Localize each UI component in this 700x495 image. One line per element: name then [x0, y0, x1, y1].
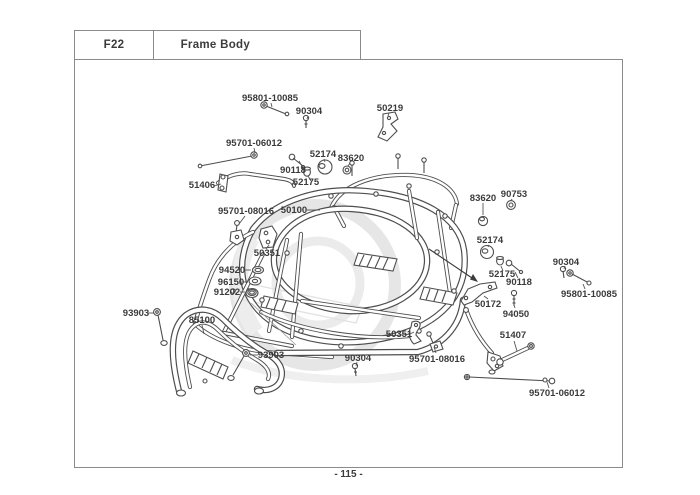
page-title: Frame Body: [180, 39, 251, 51]
part-label-90118-right: 90118: [506, 277, 532, 288]
part-label-95801-10085-right: 95801-10085: [561, 289, 617, 300]
part-rod-95701-06012-bottom: [464, 374, 554, 383]
part-label-50219: 50219: [376, 103, 404, 114]
part-label-90753: 90753: [500, 189, 528, 200]
part-label-95801-10085-top: 95801-10085: [242, 93, 298, 104]
part-label-90304-right: 90304: [552, 257, 580, 268]
part-oring-94520: [253, 267, 264, 274]
part-label-52174-right: 52174: [476, 235, 504, 246]
part-bolt-95701-06012-top: [198, 152, 257, 168]
part-label-52174-top: 52174: [309, 149, 337, 160]
part-bolt-93903-left: [154, 309, 168, 346]
part-screw-90304-bottom: [352, 363, 357, 376]
part-carrier-tube-51406: [218, 173, 296, 192]
part-label-50351-lower: 50351: [385, 329, 413, 340]
part-label-93903-right: 93903: [257, 350, 285, 361]
pointer-arrow-50172: [429, 249, 478, 282]
part-label-91202: 91202: [213, 287, 241, 298]
part-label-83620-top: 83620: [337, 153, 365, 164]
part-label-95701-08016-bottom: 95701-08016: [409, 354, 465, 365]
part-bushing-52174-top: [318, 160, 332, 174]
part-label-90118-top: 90118: [280, 165, 306, 176]
part-label-95701-06012-top: 95701-06012: [226, 138, 282, 149]
part-ring-83620-top: [343, 166, 351, 174]
part-bracket-95701-08016-left: [230, 221, 244, 245]
part-screw-90304-right: [560, 266, 565, 278]
part-label-95701-08016-left: 95701-08016: [218, 206, 274, 217]
part-bolt-95801-10085-right: [567, 270, 591, 285]
part-label-94520: 94520: [218, 265, 246, 276]
part-label-52175-top: 52175: [292, 177, 320, 188]
part-ring-90753: [507, 201, 516, 210]
page-number: - 115 -: [334, 469, 363, 480]
part-screw-94050: [511, 290, 516, 306]
part-bushing-52174-right: [481, 246, 494, 259]
part-label-51406: 51406: [188, 180, 216, 191]
part-label-51407: 51407: [499, 330, 527, 341]
part-label-96150: 96150: [217, 277, 245, 288]
part-label-95701-06012-bottom: 95701-06012: [529, 388, 585, 399]
part-washer-96150: [249, 277, 261, 285]
part-bracket-50219: [378, 112, 398, 141]
part-plug-83620-right: [478, 216, 487, 225]
part-label-52175-right: 52175: [488, 269, 516, 280]
part-grommet-91202: [246, 289, 258, 298]
part-label-83620-right: 83620: [469, 193, 497, 204]
part-label-93903-left: 93903: [122, 308, 150, 319]
part-label-94050: 94050: [502, 309, 530, 320]
part-label-50100: 50100: [280, 205, 308, 216]
part-label-50351-upper: 50351: [253, 248, 281, 259]
page-code: F22: [103, 39, 125, 51]
part-cylinder-52175-right: [497, 257, 504, 266]
part-label-50172: 50172: [474, 299, 502, 310]
part-label-85100: 85100: [188, 315, 216, 326]
part-label-90304-top: 90304: [295, 106, 323, 117]
part-label-90304-bottom: 90304: [344, 353, 372, 364]
